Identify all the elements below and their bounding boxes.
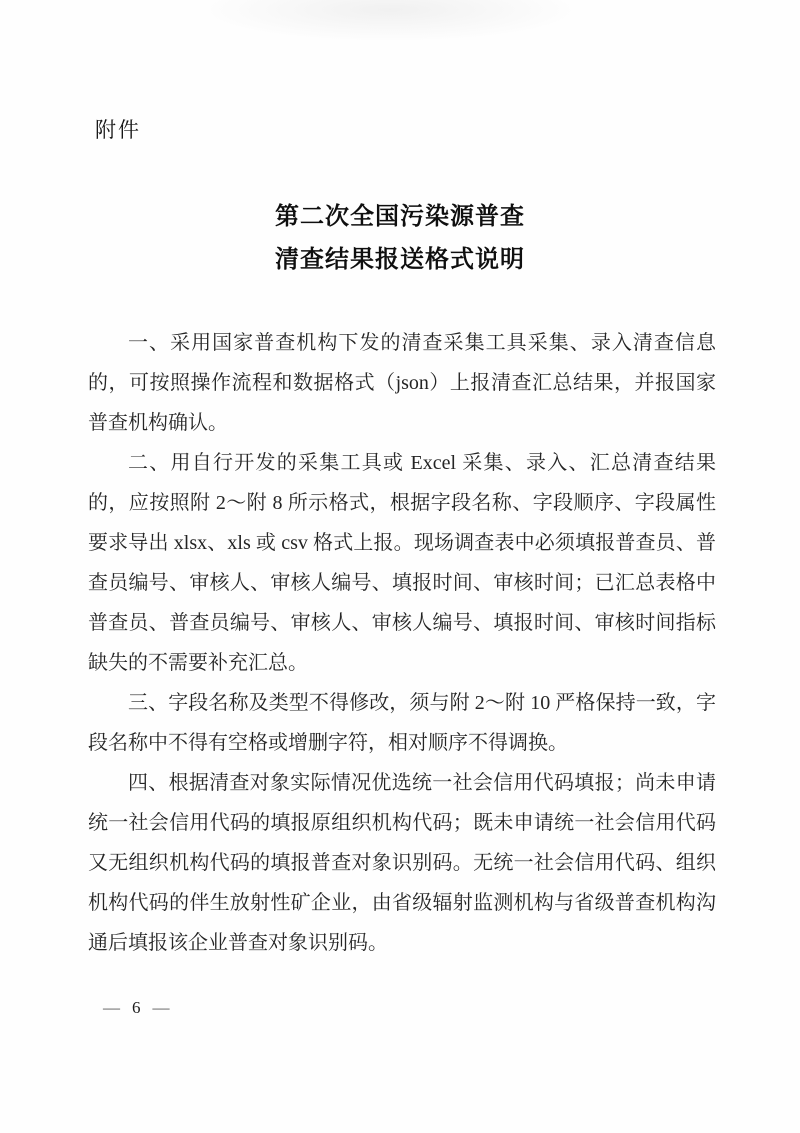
page-footer xyxy=(103,998,170,1018)
document-title-line-2: 清查结果报送格式说明 xyxy=(275,247,525,273)
footer-left-dash: — xyxy=(103,998,120,1017)
body-paragraphs xyxy=(88,323,716,963)
paragraph-2: 二、用自行开发的采集工具或 Excel 采集、录入、汇总清查结果的，应按照附 2～附 8 所示格式，根据字段名称、字段顺序、字段属性要求导出 xlsx、xls 或 csv 格式上报。现场调查表中必须填报普查员、普查员编号、审核人、审核人编号、填报时间、审核时间；已汇总表格中普查员、普查员编号、审核人、审核人编号、填报时间、审核时间指标缺失的不需要补充汇总。 xyxy=(88,452,716,674)
page-number: 6 xyxy=(132,998,141,1017)
scan-smudge-artifact xyxy=(200,0,580,42)
paragraph-3: 三、字段名称及类型不得修改，须与附 2～附 10 严格保持一致，字段名称中不得有空格或增删字符，相对顺序不得调换。 xyxy=(88,692,716,754)
attachment-label: 附件 xyxy=(95,118,141,142)
paragraph-1: 一、采用国家普查机构下发的清查采集工具采集、录入清查信息的，可按照操作流程和数据格式（json）上报清查汇总结果，并报国家普查机构确认。 xyxy=(88,332,716,434)
footer-right-dash: — xyxy=(152,998,170,1017)
paragraph-4: 四、根据清查对象实际情况优选统一社会信用代码填报；尚未申请统一社会信用代码的填报原组织机构代码；既未申请统一社会信用代码又无组织机构代码的填报普查对象识别码。无统一社会信用代码、组织机构代码的伴生放射性矿企业，由省级辐射监测机构与省级普查机构沟通后填报该企业普查对象识别码。 xyxy=(88,772,716,954)
document-title xyxy=(0,196,800,282)
document-title-line-1: 第二次全国污染源普查 xyxy=(275,204,525,230)
